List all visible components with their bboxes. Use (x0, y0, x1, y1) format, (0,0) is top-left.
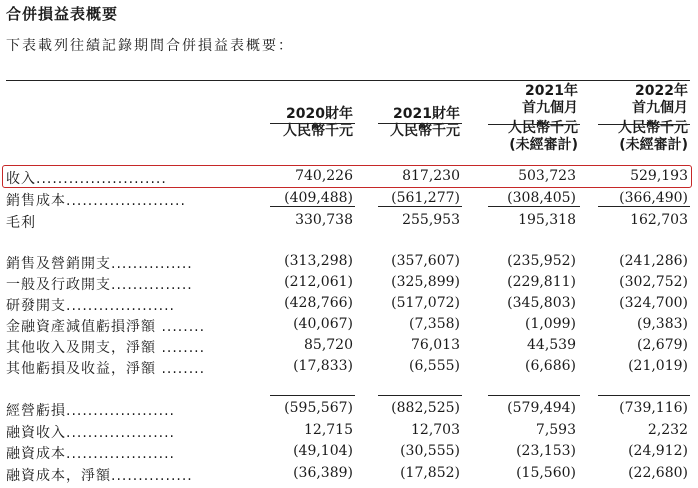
table-cell: 195,318 (518, 212, 576, 228)
row-label: 研發開支.................... (6, 298, 176, 314)
table-row (0, 465, 698, 484)
table-cell: (579,494) (507, 400, 576, 416)
column-header-line: (未經審計) (619, 137, 688, 153)
table-cell: (6,555) (408, 358, 460, 374)
table-cell: (324,700) (619, 295, 688, 311)
table-cell: 162,703 (630, 212, 688, 228)
table-cell: 817,230 (402, 168, 460, 184)
column-header-fy2020 (233, 89, 353, 140)
row-label: 經營虧損.................... (6, 403, 176, 419)
column-header-line: 人民幣千元 (508, 120, 578, 136)
column-header-line (340, 89, 460, 106)
column-header-line: 首九個月 (522, 100, 578, 116)
table-cell: (409,488) (284, 190, 353, 206)
table-cell: (15,560) (516, 465, 576, 481)
table-cell: (241,286) (619, 253, 688, 269)
table-cell: 12,715 (304, 422, 353, 438)
table-row (0, 212, 698, 231)
column-header-line: 人民幣千元 (618, 120, 688, 136)
table-row (0, 443, 698, 462)
table-cell: (882,525) (391, 400, 460, 416)
row-label: 其他收入及開支，淨額 ........ (6, 340, 206, 356)
section-title: 合併損益表概要 (6, 5, 119, 23)
column-header-line: 首九個月 (632, 100, 688, 116)
subtotal-underline (598, 395, 690, 396)
subtotal-underline (488, 206, 580, 207)
table-row (0, 274, 698, 293)
table-cell: (229,811) (507, 274, 576, 290)
table-cell: 740,226 (295, 168, 353, 184)
row-label: 銷售及營銷開支............... (6, 256, 193, 272)
table-cell: (24,912) (628, 443, 688, 459)
table-row (0, 253, 698, 272)
table-cell: (17,833) (293, 358, 353, 374)
column-header-line: 2020財年 (286, 106, 353, 122)
table-cell: 7,593 (535, 422, 576, 438)
table-cell: (739,116) (619, 400, 688, 416)
table-cell: (212,061) (284, 274, 353, 290)
column-underline (378, 123, 462, 124)
column-header-9m2022 (568, 83, 688, 154)
table-cell: (23,153) (516, 443, 576, 459)
table-cell: (7,358) (408, 316, 460, 332)
column-header-line: 2021年 (525, 83, 578, 99)
column-header-line: 2022年 (635, 83, 688, 99)
table-cell: (6,686) (524, 358, 576, 374)
table-cell: (9,383) (636, 316, 688, 332)
subtotal-underline (270, 206, 355, 207)
table-cell: 2,232 (647, 422, 688, 438)
table-row (0, 358, 698, 377)
row-label: 融資成本.................... (6, 446, 176, 462)
subtotal-underline (598, 206, 690, 207)
table-cell: (313,298) (284, 253, 353, 269)
row-label: 一般及行政開支............... (6, 277, 193, 293)
table-cell: (366,490) (619, 190, 688, 206)
column-header-line (233, 89, 353, 106)
table-cell: (308,405) (507, 190, 576, 206)
row-label: 融資成本，淨額............... (6, 468, 193, 484)
subtotal-underline (488, 395, 580, 396)
top-rule (6, 80, 690, 81)
row-label: 金融資產減值虧損淨額 ........ (6, 319, 206, 335)
table-cell: (22,680) (628, 465, 688, 481)
intro-text: 下表載列往績記錄期間合併損益表概要： (6, 38, 294, 54)
column-header-line: (未經審計) (509, 137, 578, 153)
table-row (0, 295, 698, 314)
table-cell: (428,766) (284, 295, 353, 311)
table-cell: 76,013 (411, 337, 460, 353)
row-label: 銷售成本...................... (6, 193, 186, 209)
table-row (0, 337, 698, 356)
table-cell: 529,193 (630, 168, 688, 184)
table-cell: (49,104) (293, 443, 353, 459)
table-cell: (17,852) (400, 465, 460, 481)
column-header-line: 2021財年 (393, 106, 460, 122)
subtotal-underline (378, 206, 462, 207)
column-underline (270, 123, 355, 124)
row-label: 融資收入.................... (6, 425, 176, 441)
column-header-line: 人民幣千元 (283, 123, 353, 139)
column-header-9m2021 (458, 83, 578, 154)
table-cell: (517,072) (391, 295, 460, 311)
table-cell: (357,607) (391, 253, 460, 269)
column-underline (488, 124, 580, 125)
row-label: 毛利 (6, 215, 36, 231)
table-cell: (40,067) (293, 316, 353, 332)
table-cell: (325,899) (391, 274, 460, 290)
subtotal-underline (378, 395, 462, 396)
table-row (0, 316, 698, 335)
table-cell: 85,720 (304, 337, 353, 353)
table-cell: (2,679) (636, 337, 688, 353)
column-header-fy2021 (340, 89, 460, 140)
subtotal-underline (270, 395, 355, 396)
table-row (0, 400, 698, 419)
table-cell: 12,703 (411, 422, 460, 438)
column-underline (598, 124, 690, 125)
table-cell: 44,539 (527, 337, 576, 353)
table-cell: (1,099) (524, 316, 576, 332)
table-cell: (30,555) (400, 443, 460, 459)
table-cell: (345,803) (507, 295, 576, 311)
table-cell: (595,567) (284, 400, 353, 416)
table-cell: 255,953 (402, 212, 460, 228)
table-cell: (302,752) (619, 274, 688, 290)
table-cell: (21,019) (628, 358, 688, 374)
row-label: 其他虧損及收益，淨額 ........ (6, 361, 206, 377)
table-cell: (36,389) (293, 465, 353, 481)
table-cell: 503,723 (518, 168, 576, 184)
column-header-line: 人民幣千元 (390, 123, 460, 139)
table-row (0, 422, 698, 441)
table-row (0, 168, 698, 187)
table-cell: (235,952) (507, 253, 576, 269)
table-cell: 330,738 (295, 212, 353, 228)
row-label: 收入........................ (6, 171, 167, 187)
table-cell: (561,277) (391, 190, 460, 206)
